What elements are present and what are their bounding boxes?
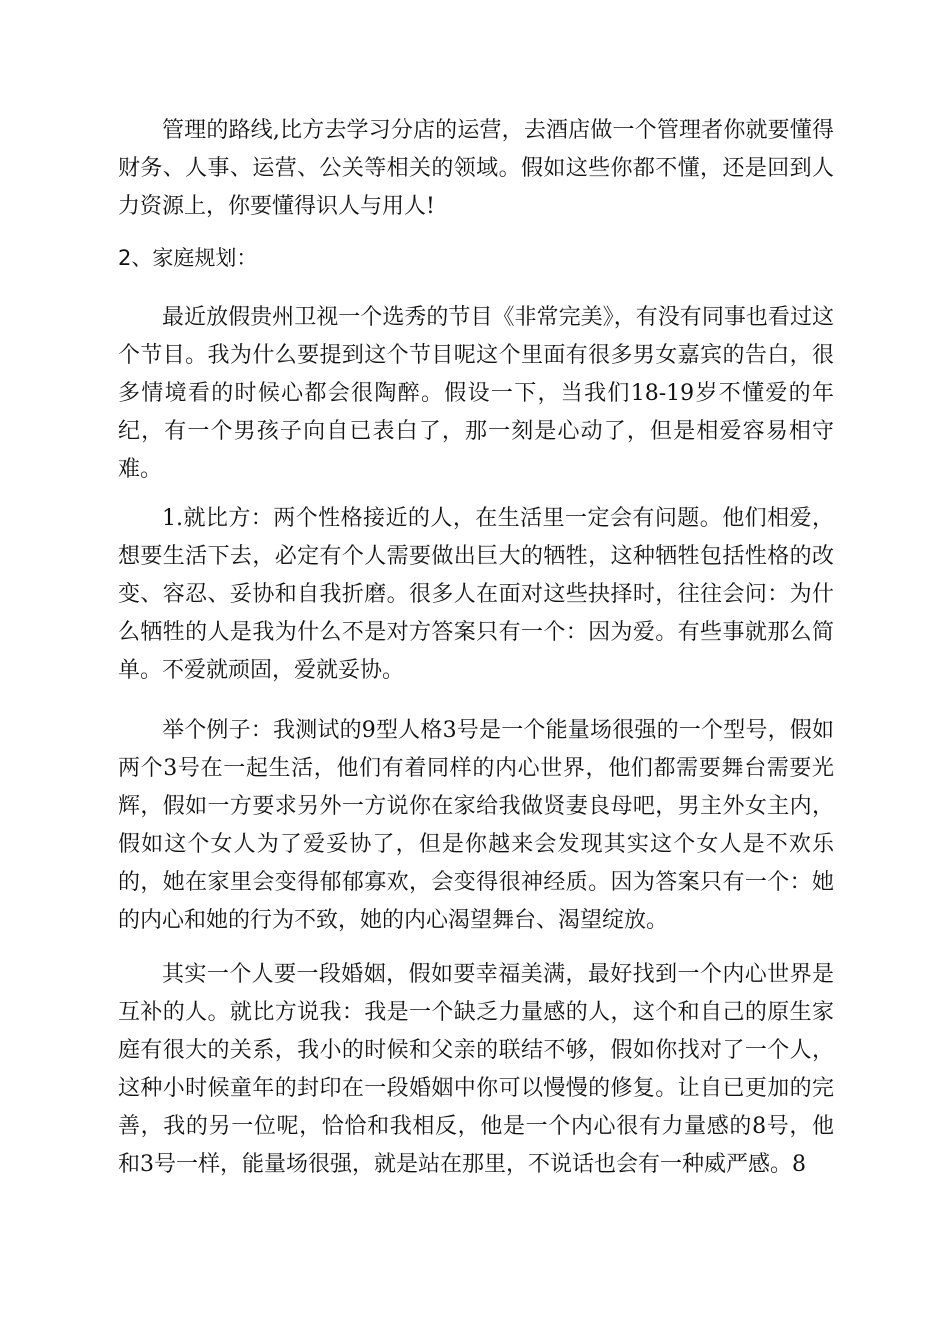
paragraph-tv-show: 最近放假贵州卫视一个选秀的节目《非常完美》，有没有同事也看过这个节目。我为什么要提到这个节目呢这个里面有很多男女嘉宾的告白，很多情境看的时候心都会很陶醉。假设一下，当我们18-19岁不懂爱的年纪，有一个男孩子向自已表白了，那一刻是心动了，但是相爱容易相守难。: [118, 305, 834, 482]
paragraph-management-path: 管理的路线,比方去学习分店的运营，去酒店做一个管理者你就要懂得财务、人事、运营、公关等相关的领域。假如这些你都不懂，还是回到人力资源上，你要懂得识人与用人!: [118, 118, 834, 219]
section-heading-family-planning: 2、家庭规划：: [118, 246, 258, 270]
paragraph-enneagram-example: 举个例子：我测试的9型人格3号是一个能量场很强的一个型号，假如两个3号在一起生活，他们有着同样的内心世界，他们都需要舞台需要光辉，假如一方要求另外一方说你在家给我做贤妻良母吧，男主外女主内，假如这个女人为了爱妥协了，但是你越来会发现其实这个女人是不欢乐的，她在家里会变得郁郁寡欢，会变得很神经质。因为答案只有一个：她的内心和她的行为不致，她的内心渴望舞台、渴望绽放。: [118, 718, 834, 933]
paragraph-example-sacrifice: 1.就比方：两个性格接近的人，在生活里一定会有问题。他们相爱，想要生活下去，必定有个人需要做出巨大的牺牲，这种牺牲包括性格的改变、容忍、妥协和自我折磨。很多人在面对这些抉择时，往往会问：为什么牺牲的人是我为什么不是对方答案只有一个：因为爱。有些事就那么简单。不爱就顽固，爱就妥协。: [118, 506, 834, 683]
paragraph-complementary-marriage: 其实一个人要一段婚姻，假如要幸福美满，最好找到一个内心世界是互补的人。就比方说我：我是一个缺乏力量感的人，这个和自己的原生家庭有很大的关系，我小的时候和父亲的联结不够，假如你找对了一个人，这种小时候童年的封印在一段婚姻中你可以慢慢的修复。让自已更加的完善，我的另一位呢，恰恰和我相反，他是一个内心很有力量感的8号，他和3号一样，能量场很强，就是站在那里，不说话也会有一种威严感。8: [118, 962, 834, 1177]
